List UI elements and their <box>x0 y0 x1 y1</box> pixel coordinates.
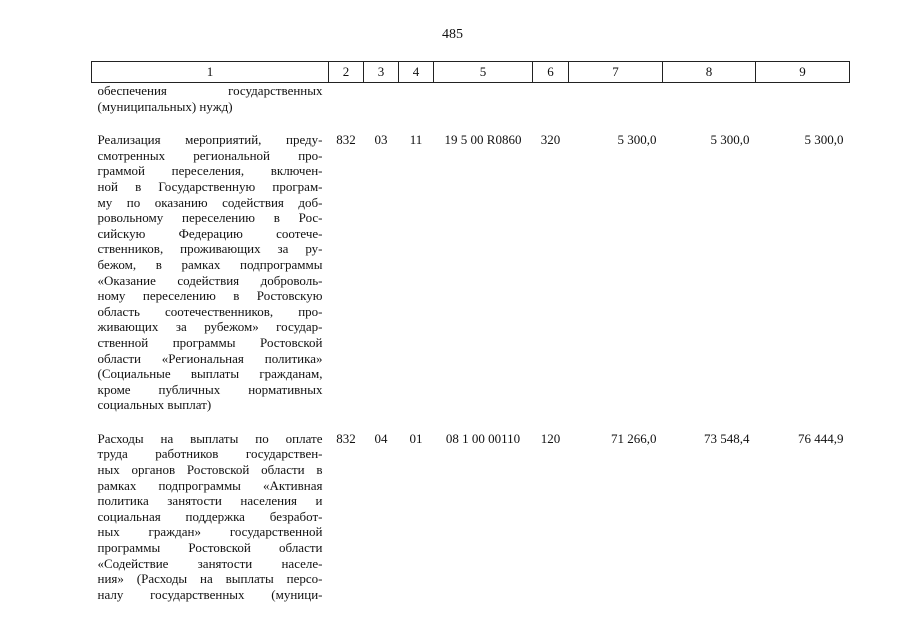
description-line: ной в Государственную програм- <box>97 178 323 194</box>
expense-type-code: 120 <box>540 430 561 446</box>
budget-table <box>91 61 850 602</box>
description-line: ния» (Расходы на выплаты персо- <box>97 571 323 587</box>
column-header-4: 4 <box>399 62 434 83</box>
amount-year-1: 71 266,0 <box>611 430 657 446</box>
target-article-code: 08 1 00 00110 <box>445 430 521 446</box>
description-line: ных органов Ростовской области в <box>97 462 323 478</box>
description-line: труда работников государствен- <box>97 446 323 462</box>
description-line: ровольному переселению в Рос- <box>97 210 323 226</box>
column-header-5: 5 <box>434 62 533 83</box>
section-code: 03 <box>374 132 388 148</box>
column-header-7: 7 <box>569 62 663 83</box>
description-line: му по оказанию содействия доб- <box>97 194 323 210</box>
description-line: граммой переселения, включен- <box>97 163 323 179</box>
ministry-code: 832 <box>336 132 356 148</box>
amount-year-3: 5 300,0 <box>804 132 844 148</box>
column-header-9: 9 <box>756 62 850 83</box>
description-line: сийскую Федерацию соотече- <box>97 225 323 241</box>
page-number: 485 <box>442 27 463 42</box>
table-header-row <box>92 62 850 83</box>
description-line: социальных выплат) <box>97 397 212 413</box>
amount-year-2: 5 300,0 <box>710 132 750 148</box>
amount-year-3: 76 444,9 <box>798 430 844 446</box>
description-line: область соотечественников, про- <box>97 303 323 319</box>
description-line: (Социальные выплаты гражданам, <box>97 366 323 382</box>
column-header-1: 1 <box>92 62 329 83</box>
table-header <box>92 62 850 83</box>
row-spacer <box>92 114 850 132</box>
table-row <box>92 431 850 603</box>
subsection-code: 11 <box>409 132 423 148</box>
description-line: бежом, в рамках подпрограммы <box>97 256 323 272</box>
column-header-2: 2 <box>329 62 364 83</box>
subsection-code: 01 <box>409 430 423 446</box>
row-description <box>92 132 329 413</box>
ministry-code: 832 <box>336 430 356 446</box>
amount-year-1: 5 300,0 <box>617 132 657 148</box>
description-line: социальная поддержка безработ- <box>97 508 323 524</box>
description-line: смотренных региональной про- <box>97 147 323 163</box>
description-line: «Содействие занятости населе- <box>97 555 323 571</box>
description-line: ственников, проживающих за ру- <box>97 241 323 257</box>
column-header-6: 6 <box>533 62 569 83</box>
column-header-3: 3 <box>364 62 399 83</box>
description-line: области «Региональная политика» <box>97 350 323 366</box>
section-code: 04 <box>374 430 388 446</box>
table-row-continuation <box>92 83 850 115</box>
description-line: программы Ростовской области <box>97 540 323 556</box>
amount-year-2: 73 548,4 <box>704 430 750 446</box>
table-body <box>92 83 850 603</box>
description-line: обеспечения государственных <box>97 83 323 98</box>
row-description <box>92 431 329 603</box>
description-line: ных граждан» государственной <box>97 524 323 540</box>
target-article-code: 19 5 00 R0860 <box>444 132 522 148</box>
description-line: (муниципальных) нужд) <box>97 98 233 114</box>
description-line: живающих за рубежом» государ- <box>97 319 323 335</box>
column-header-8: 8 <box>663 62 756 83</box>
description-line: ственной программы Ростовской <box>97 334 323 350</box>
description-line: Расходы на выплаты по оплате <box>97 430 323 446</box>
description-line: «Оказание содействия доброволь- <box>97 272 323 288</box>
expense-type-code: 320 <box>540 132 561 148</box>
row-spacer <box>92 413 850 431</box>
description-line: рамках подпрограммы «Активная <box>97 477 323 493</box>
description-line: налу государственных (муници- <box>97 586 323 602</box>
description-line: Реализация мероприятий, преду- <box>97 132 323 148</box>
description-line: кроме публичных нормативных <box>97 381 323 397</box>
continuation-description <box>92 83 329 115</box>
table-row <box>92 132 850 413</box>
description-line: политика занятости населения и <box>97 493 323 509</box>
description-line: ному переселению в Ростовскую <box>97 288 323 304</box>
